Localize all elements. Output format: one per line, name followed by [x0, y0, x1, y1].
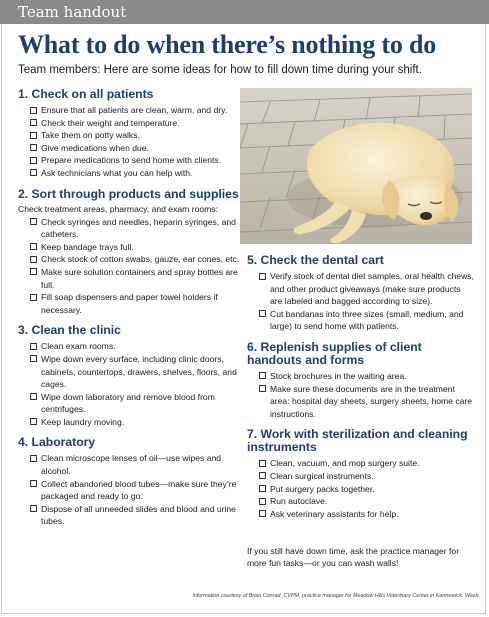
- checkbox-icon: [30, 218, 37, 225]
- checklist-item-text: Verify stock of dental diet samples, oral health chews, and other product giveaways (make sure products are labeled and bagged according to size).: [270, 271, 474, 307]
- checkbox-icon: [30, 355, 37, 362]
- checklist-item-text: Collect abandoned blood tubes—make sure they’re packaged and ready to go.: [41, 478, 237, 502]
- checkbox-icon: [30, 169, 37, 176]
- sleeping-puppy-illustration: [240, 88, 472, 244]
- checkbox-icon: [30, 480, 37, 487]
- checkbox-icon: [259, 372, 266, 379]
- left-column: [18, 88, 240, 536]
- section-dental-cart: [247, 254, 475, 333]
- checkbox-icon: [30, 505, 37, 512]
- section-heading: 2. Sort through products and supplies: [18, 186, 239, 201]
- checklist: [18, 216, 240, 317]
- checklist-item-text: Clean surgical instruments.: [270, 470, 374, 481]
- credit-line: Information courtesy of Brian Conrad, CVPM, practice manager for Meadow Hills Veterinary Center in Kennewick, Wash.: [192, 593, 480, 599]
- checklist-item: [18, 253, 240, 266]
- section-heading: 1. Check on all patients: [18, 87, 154, 101]
- checklist-item: [18, 416, 240, 429]
- checklist: [247, 370, 475, 420]
- checklist: [18, 452, 240, 528]
- checklist-item: [18, 167, 240, 180]
- checklist: [247, 457, 475, 520]
- puppy-photo: [240, 88, 472, 244]
- checklist-item-text: Put surgery packs together.: [270, 483, 375, 494]
- checkbox-icon: [30, 256, 37, 263]
- checklist-item: [247, 270, 475, 308]
- section-laboratory: [18, 436, 240, 528]
- header-bar: [0, 0, 489, 24]
- checklist-item: [247, 370, 475, 383]
- checklist-item-text: Clean, vacuum, and mop surgery suite.: [270, 458, 420, 469]
- section-heading: 4. Laboratory: [18, 435, 96, 450]
- checkbox-icon: [259, 273, 266, 280]
- checkbox-icon: [30, 393, 37, 400]
- checklist-item-text: Wipe down every surface, including clinic doors, cabinets, countertops, drawers, shelves, floors, and cages.: [41, 353, 237, 390]
- checkbox-icon: [30, 144, 37, 151]
- checklist-item: [18, 117, 240, 130]
- checklist-item: [18, 266, 240, 291]
- checkbox-icon: [30, 157, 37, 164]
- checklist-item: [18, 216, 240, 241]
- checkbox-icon: [259, 472, 266, 479]
- checklist-item: [247, 508, 475, 521]
- checkbox-icon: [259, 460, 266, 467]
- checklist-item: [247, 483, 475, 496]
- checklist-item: [18, 340, 240, 353]
- checklist-item-text: Ask veterinary assistants for help.: [270, 508, 399, 519]
- checklist-item: [247, 495, 475, 508]
- checklist-item-text: Wipe down laboratory and remove blood from centrifuges.: [41, 391, 215, 415]
- checkbox-icon: [30, 294, 37, 301]
- checklist-item-text: Prepare medications to send home with clients.: [41, 155, 222, 166]
- section-client-handouts: [247, 341, 475, 420]
- checklist-item-text: Dispose of all unneeded slides and blood and urine tubes.: [41, 503, 236, 527]
- checkbox-icon: [30, 455, 37, 462]
- checkbox-icon: [30, 119, 37, 126]
- checkbox-icon: [259, 485, 266, 492]
- checkbox-icon: [30, 268, 37, 275]
- checklist-item: [247, 470, 475, 483]
- checklist-item: [247, 383, 475, 421]
- checklist: [18, 104, 240, 180]
- section-heading: 5. Check the dental cart: [247, 253, 384, 267]
- checklist-item: [18, 129, 240, 142]
- checklist-item-text: Cut bandanas into three sizes (small, medium, and large) to send home with patients.: [270, 308, 464, 332]
- checklist-item: [18, 154, 240, 167]
- checklist-item: [18, 478, 240, 503]
- checklist-item-text: Stock brochures in the waiting area.: [270, 370, 407, 381]
- checklist-item: [18, 452, 240, 477]
- checklist-item: [247, 308, 475, 333]
- checklist-item-text: Clean microscope lenses of oil—use wipes and alcohol.: [41, 453, 222, 477]
- checklist-item: [18, 353, 240, 391]
- checklist-item-text: Make sure solution containers and spray bottles are full.: [41, 266, 238, 290]
- checklist-item-text: Keep laundry moving.: [41, 416, 125, 427]
- checklist-item-text: Check syringes and needles, heparin syringes, and catheters.: [41, 216, 236, 240]
- footer-note: If you still have down time, ask the practice manager for more fun tasks—or you can wash walls!: [247, 546, 460, 569]
- section-heading: 6. Replenish supplies of client handouts and forms: [247, 339, 422, 367]
- checklist-item-text: Keep bandage trays full.: [41, 241, 134, 252]
- checklist-item-text: Ask technicians what you can help with.: [41, 167, 193, 178]
- checkbox-icon: [259, 385, 266, 392]
- checklist-item: [18, 391, 240, 416]
- page-title: What to do when there’s nothing to do: [18, 30, 437, 59]
- checklist: [247, 270, 475, 333]
- checklist-item: [18, 241, 240, 254]
- section-note: Check treatment areas, pharmacy, and exam rooms:: [18, 203, 218, 214]
- checklist-item: [18, 142, 240, 155]
- intro-text: Team members: Here are some ideas for how to fill down time during your shift.: [18, 64, 422, 76]
- section-sterilization: [247, 428, 475, 520]
- checkbox-icon: [30, 107, 37, 114]
- checkbox-icon: [30, 243, 37, 250]
- section-heading: 3. Clean the clinic: [18, 323, 121, 338]
- checkbox-icon: [30, 343, 37, 350]
- checklist: [18, 340, 240, 428]
- header-tab-label: Team handout: [18, 3, 127, 21]
- checkbox-icon: [259, 310, 266, 317]
- checkbox-icon: [259, 498, 266, 505]
- checkbox-icon: [30, 132, 37, 139]
- checklist-item-text: Check their weight and temperature.: [41, 117, 180, 128]
- checklist-item-text: Clean exam rooms.: [41, 341, 116, 352]
- checklist-item: [18, 291, 240, 316]
- checkbox-icon: [30, 418, 37, 425]
- checklist-item-text: Run autoclave.: [270, 496, 328, 507]
- checklist-item-text: Check stock of cotton swabs, gauze, ear cones, etc.: [41, 254, 240, 265]
- section-heading: 7. Work with sterilization and cleaning instruments: [247, 427, 468, 455]
- section-clean-clinic: [18, 324, 240, 428]
- checklist-item-text: Make sure these documents are in the treatment area: hospital day sheets, surgery sheets, home care instructions.: [270, 383, 473, 419]
- section-products-supplies: [18, 188, 240, 317]
- right-column: [247, 254, 475, 528]
- checklist-item: [18, 104, 240, 117]
- checklist-item: [18, 503, 240, 528]
- checkbox-icon: [259, 510, 266, 517]
- checklist-item-text: Fill soap dispensers and paper towel holders if necessary.: [41, 292, 218, 315]
- section-check-patients: [18, 88, 240, 180]
- checklist-item-text: Give medications when due.: [41, 142, 149, 153]
- checklist-item-text: Take them on potty walks.: [41, 130, 140, 141]
- checklist-item-text: Ensure that all patients are clean, warm, and dry.: [41, 105, 228, 115]
- checklist-item: [247, 457, 475, 470]
